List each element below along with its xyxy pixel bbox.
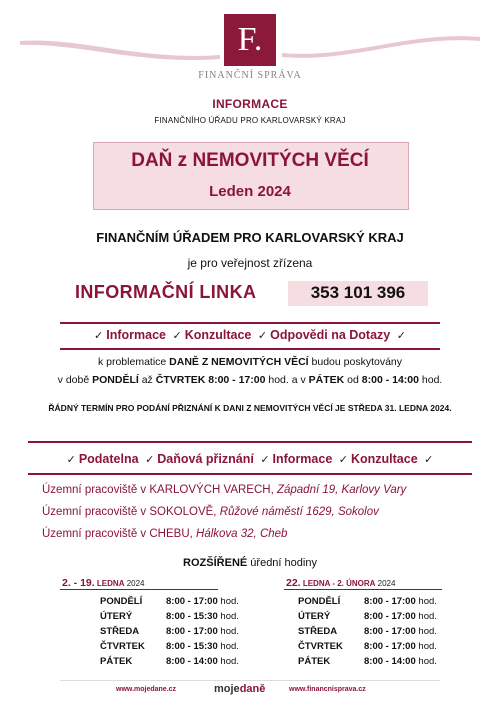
services-row-1 (0, 328, 500, 342)
check-icon: ✓ (260, 454, 270, 466)
logo-text: FINANČNÍ SPRÁVA (198, 70, 302, 81)
table-row: PONDĚLÍ 8:00 - 17:00 hod. (100, 596, 239, 607)
office-sokolov: Územní pracoviště v SOKOLOVĚ, Růžové náměstí 1629, Sokolov (42, 506, 379, 518)
table-row: ÚTERÝ 8:00 - 15:30 hod. (100, 611, 239, 622)
services-row-2 (0, 452, 500, 466)
table-row: ČTVRTEK 8:00 - 17:00 hod. (298, 641, 437, 652)
divider (28, 473, 472, 475)
footer-link-financnisprava[interactable]: www.financnisprava.cz (289, 686, 366, 693)
problem-line: k problematice DANĚ Z NEMOVITÝCH VĚCÍ budou poskytovány (97, 356, 403, 368)
hotline-phone: 353 101 396 (310, 283, 406, 302)
check-icon: ✓ (338, 454, 348, 466)
schedule-table-2 (298, 594, 437, 669)
hotline-label: INFORMAČNÍ LINKA (75, 282, 257, 302)
check-icon: ✓ (396, 330, 406, 342)
table-row: PONDĚLÍ 8:00 - 17:00 hod. (298, 596, 437, 607)
service-item: Informace (272, 452, 333, 466)
office-karlovy-vary: Územní pracoviště v KARLOVÝCH VARECH, Západní 19, Karlovy Vary (42, 484, 407, 496)
service-item: Informace (106, 328, 166, 342)
check-icon: ✓ (172, 330, 182, 342)
banner-subtitle: Leden 2024 (209, 183, 291, 200)
mojedane-logo: mojedaně (214, 683, 266, 695)
service-item: Daňová přiznání (157, 452, 254, 466)
schedule-period-2: 22. LEDNA - 2. ÚNORA 2024 (286, 577, 396, 589)
service-item: Podatelna (78, 452, 139, 466)
service-item: Konzultace (350, 452, 418, 466)
check-icon: ✓ (66, 454, 76, 466)
financni-sprava-logo: F. (224, 14, 276, 66)
footer-link-mojedane[interactable]: www.mojedane.cz (116, 686, 177, 693)
office-line: FINANČNÍM ÚŘADEM PRO KARLOVARSKÝ KRAJ (96, 230, 404, 245)
service-item: Odpovědi na Dotazy (270, 328, 391, 342)
schedule-underline (60, 589, 218, 590)
banner-title: DAŇ z NEMOVITÝCH VĚCÍ (131, 150, 369, 171)
table-row: ČTVRTEK 8:00 - 15:30 hod. (100, 641, 239, 652)
divider (60, 348, 440, 350)
header-title: INFORMACE (212, 97, 288, 111)
schedule-underline (284, 589, 442, 590)
deadline-notice: ŘÁDNÝ TERMÍN PRO PODÁNÍ PŘIZNÁNÍ K DANI Z NEMOVITÝCH VĚCÍ JE STŘEDA 31. LEDNA 2024. (48, 403, 452, 413)
service-item: Konzultace (184, 328, 252, 342)
check-icon: ✓ (94, 330, 104, 342)
extended-hours-title: ROZŠÍŘENÉ úřední hodiny (183, 557, 317, 569)
divider (60, 322, 440, 324)
schedule-period-1: 2. - 19. LEDNA 2024 (62, 577, 145, 589)
table-row: STŘEDA 8:00 - 17:00 hod. (298, 626, 437, 637)
public-line: je pro veřejnost zřízena (187, 256, 313, 270)
table-row: ÚTERÝ 8:00 - 17:00 hod. (298, 611, 437, 622)
check-icon: ✓ (257, 330, 268, 342)
check-icon: ✓ (145, 454, 155, 466)
office-hours-line: v době PONDĚLÍ až ČTVRTEK 8:00 - 17:00 hod. a v PÁTEK od 8:00 - 14:00 hod. (57, 374, 443, 386)
table-row: PÁTEK 8:00 - 14:00 hod. (298, 656, 437, 667)
office-cheb: Územní pracoviště v CHEBU, Hálkova 32, Cheb (42, 528, 288, 540)
footer-divider (60, 680, 440, 681)
table-row: PÁTEK 8:00 - 14:00 hod. (100, 656, 239, 667)
check-icon: ✓ (424, 454, 434, 466)
header-subtitle: FINANČNÍHO ÚŘADU PRO KARLOVARSKÝ KRAJ (154, 116, 346, 125)
schedule-table-1 (100, 594, 239, 669)
table-row: STŘEDA 8:00 - 17:00 hod. (100, 626, 239, 637)
divider (28, 441, 472, 443)
